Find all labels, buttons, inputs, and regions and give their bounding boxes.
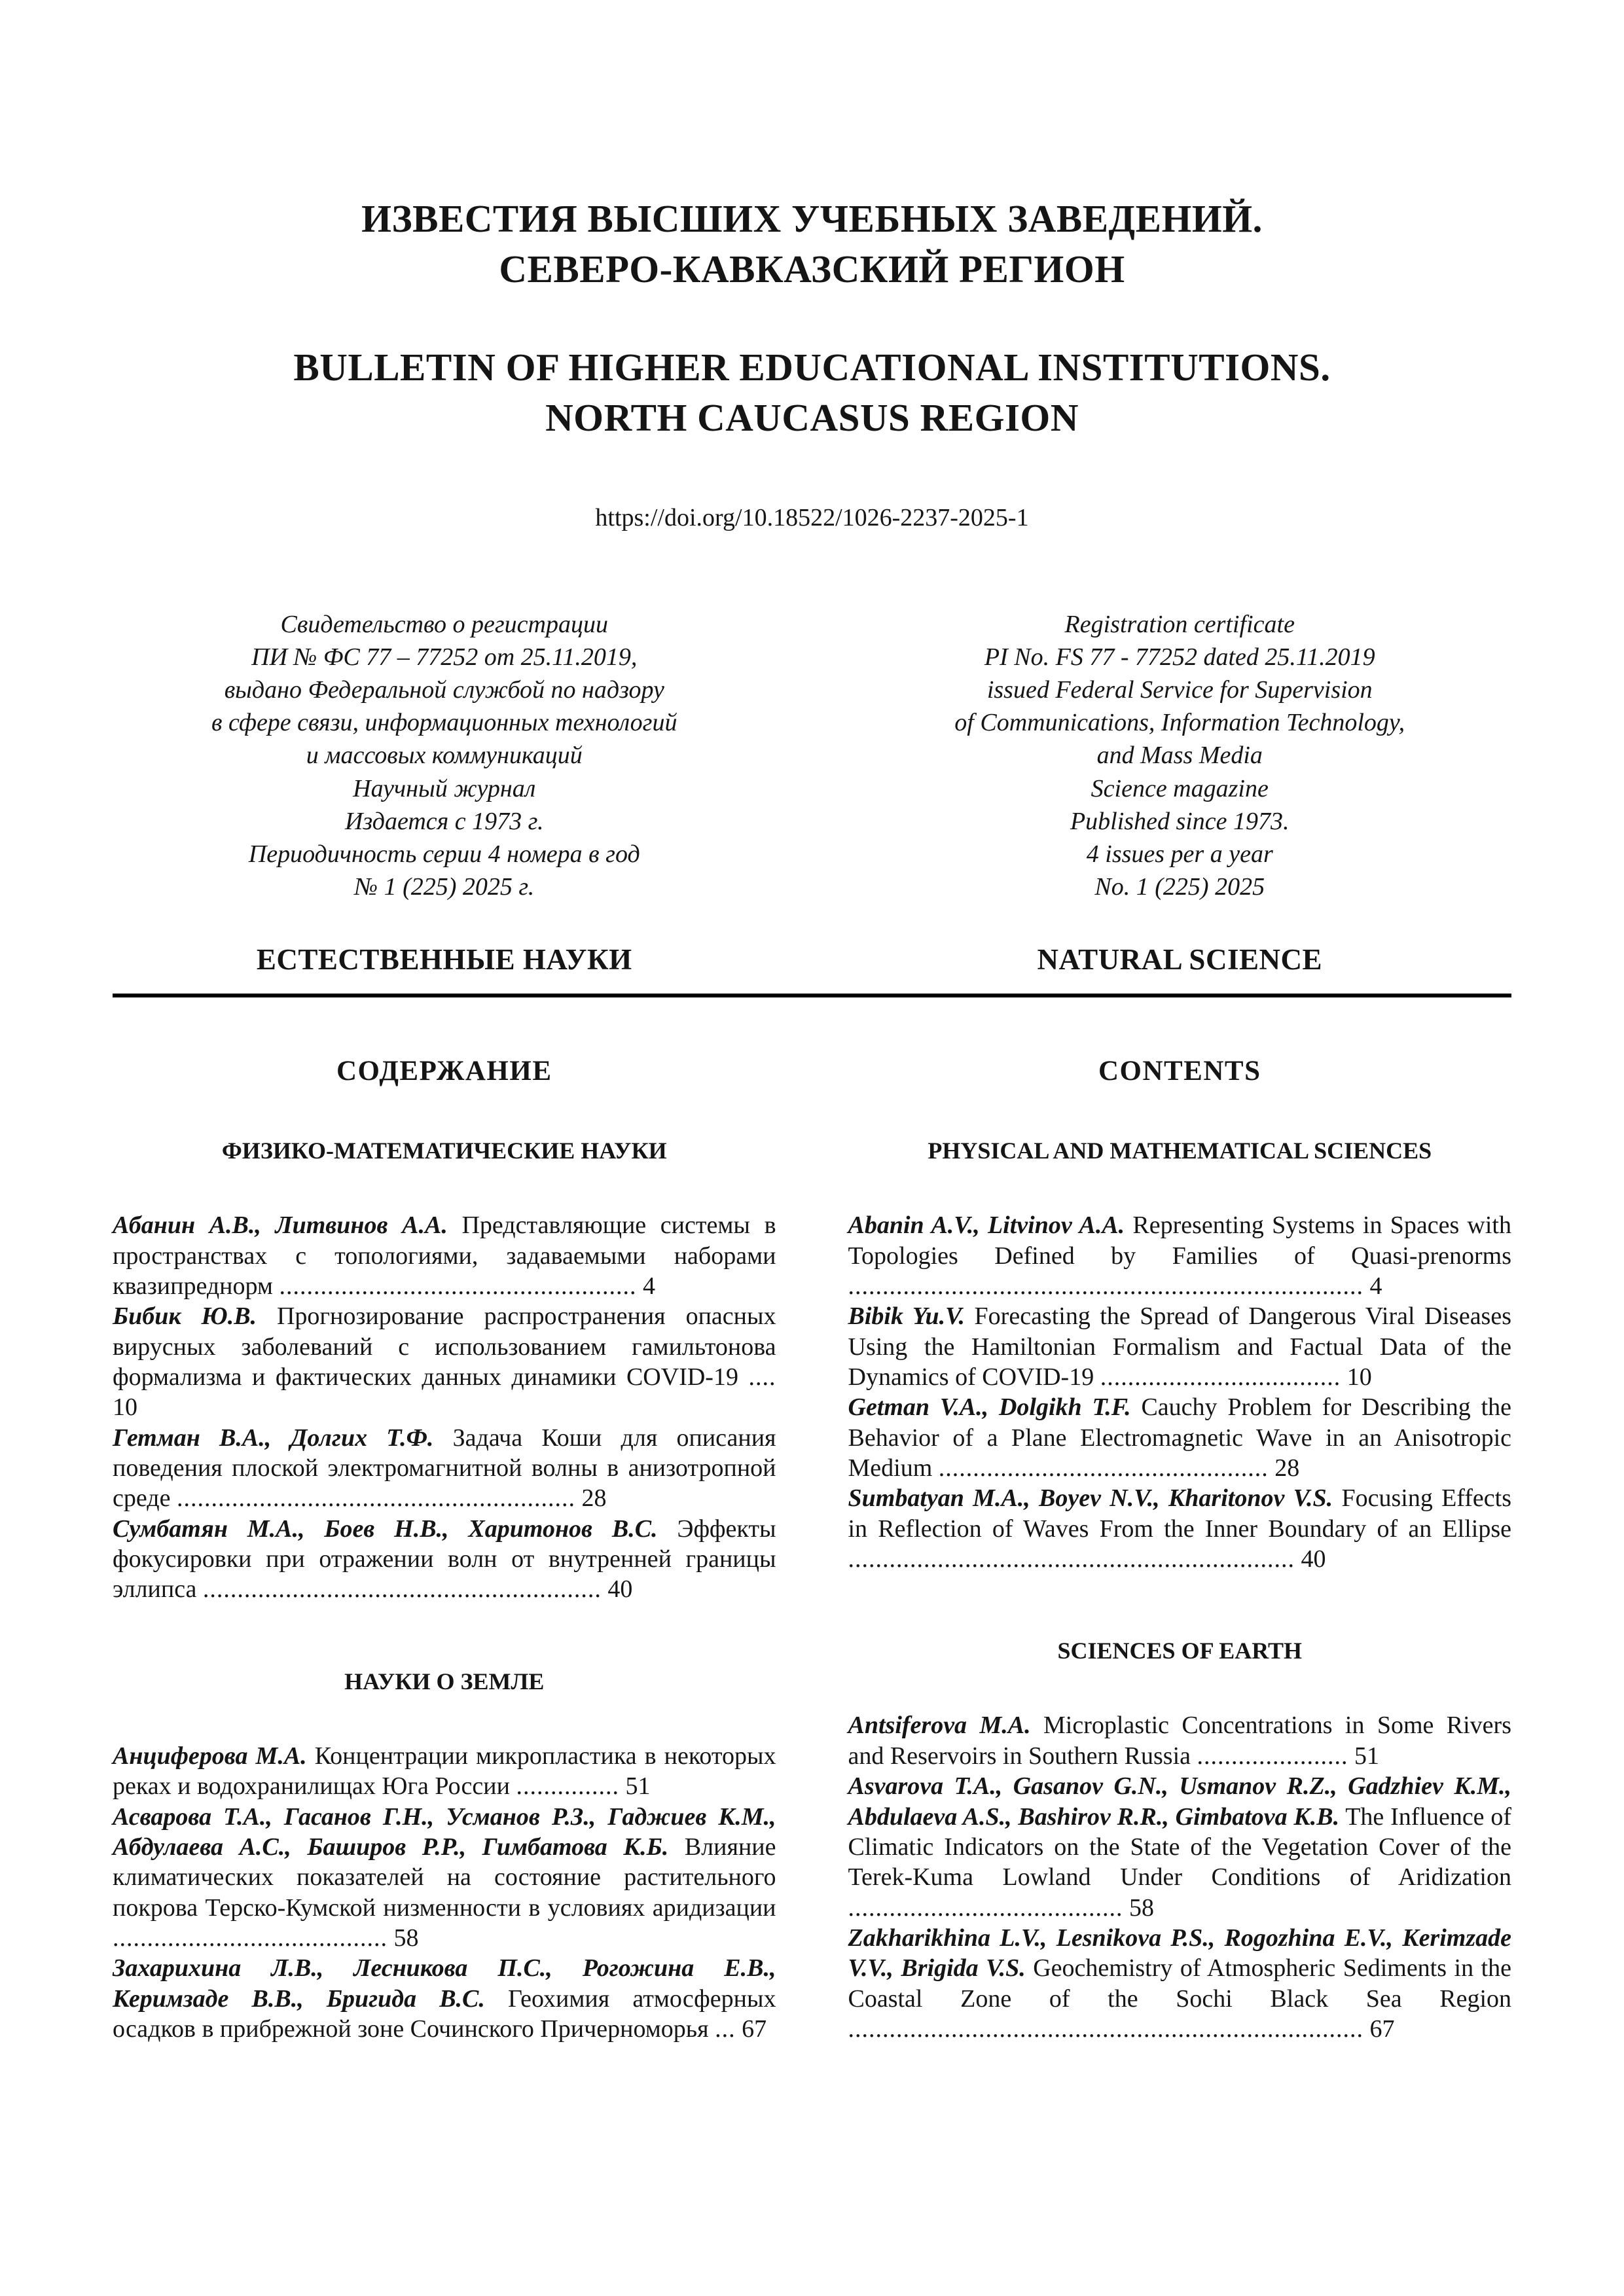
- entry-title: Geochemistry of Atmospheric Sediments in the Coastal Zone of the Sochi Black Sea Region: [848, 1954, 1512, 2013]
- entry-authors: Abanin A.V., Litvinov A.A.: [848, 1211, 1125, 1240]
- journal-title-en-line2: NORTH CAUCASUS REGION: [545, 396, 1079, 440]
- section-heading-earth-ru: НАУКИ О ЗЕМЛЕ: [344, 1668, 545, 1695]
- entry-page-number: 28: [1274, 1454, 1300, 1482]
- toc-entry: [113, 1423, 776, 1514]
- doi-line: [113, 503, 1511, 532]
- entry-page-number: 51: [625, 1772, 651, 1801]
- section-divider-rule: [113, 994, 1511, 997]
- entry-authors: Zakharikhina L.V., Lesnikova P.S., Rogozhina E.V., Kerimzade V.V., Brigida V.S.: [848, 1924, 1511, 1982]
- series-banner: [113, 942, 1511, 977]
- contents-heading-ru: СОДЕРЖАНИЕ: [336, 1056, 552, 1087]
- reg-line: Издается с 1973 г.: [344, 807, 544, 835]
- entry-authors: Бибик Ю.В.: [113, 1302, 257, 1331]
- reg-line: и массовых коммуникаций: [306, 742, 583, 770]
- entry-page-number: 58: [1129, 1893, 1154, 1922]
- entry-page-number: 40: [607, 1575, 633, 1604]
- contents-heading-en: CONTENTS: [1098, 1056, 1261, 1087]
- dot-leader: ...............: [516, 1772, 619, 1801]
- entry-title: Задача Коши для описания поведения плоской электромагнитной волны в анизотропной среде: [113, 1424, 776, 1513]
- series-title-ru: ЕСТЕСТВЕННЫЕ НАУКИ: [256, 943, 632, 977]
- toc-entry: [848, 1710, 1512, 1771]
- section-heading-physmath-en: PHYSICAL AND MATHEMATICAL SCIENCES: [928, 1138, 1432, 1164]
- reg-line: Published since 1973.: [1070, 807, 1290, 835]
- reg-line: No. 1 (225) 2025: [1094, 873, 1265, 901]
- dot-leader: ...........................................................................: [848, 1272, 1363, 1300]
- entry-page-number: 4: [1369, 1272, 1382, 1300]
- dot-leader: ...................................: [1100, 1363, 1341, 1391]
- dot-leader: ....: [748, 1363, 776, 1391]
- dot-leader: ..........................................................: [202, 1575, 602, 1604]
- dot-leader: ........................................: [113, 1924, 388, 1952]
- toc-entry: [113, 1953, 776, 2044]
- toc-entry: [848, 1210, 1512, 1301]
- reg-line: Свидетельство о регистрации: [280, 610, 608, 638]
- entry-title: Forecasting the Spread of Dangerous Viral Diseases Using the Hamiltonian Formalism and Factual Data of the Dynamics of COVID-19: [848, 1302, 1511, 1391]
- reg-line: Science magazine: [1091, 774, 1269, 802]
- reg-line: PI No. FS 77 - 77252 dated 25.11.2019: [984, 643, 1375, 671]
- reg-line: 4 issues per a year: [1086, 840, 1273, 868]
- entry-authors: Antsiferova M.A.: [848, 1712, 1031, 1740]
- entry-title: The Influence of Climatic Indicators on the State of the Vegetation Cover of the Terek-Kuma Lowland Under Conditions of Aridization: [848, 1803, 1511, 1892]
- entry-title: Прогнозирование распространения опасных вирусных заболеваний с использованием гамильтонова формализма и фактических данных динамики COVID-19: [113, 1302, 776, 1391]
- entry-title: Focusing Effects in Reflection of Waves From the Inner Boundary of an Ellipse: [848, 1484, 1511, 1543]
- reg-line: and Mass Media: [1096, 742, 1263, 770]
- reg-line: Научный журнал: [353, 774, 536, 802]
- entry-authors: Bibik Yu.V.: [848, 1302, 965, 1331]
- dot-leader: ...: [715, 2015, 736, 2043]
- entry-page-number: 10: [113, 1393, 137, 1422]
- entry-authors: Sumbatyan M.A., Boyev N.V., Kharitonov V.S.: [848, 1484, 1333, 1513]
- section-heading-physmath-ru: ФИЗИКО-МАТЕМАТИЧЕСКИЕ НАУКИ: [221, 1138, 667, 1164]
- toc-entry: [113, 1514, 776, 1605]
- entry-title: Представляющие системы в пространствах с топологиями, задаваемыми наборами квазипреднорм: [113, 1211, 776, 1300]
- registration-info-en: [848, 608, 1512, 903]
- entry-authors: Getman V.A., Dolgikh T.F.: [848, 1393, 1131, 1422]
- doi-link[interactable]: https://doi.org/10.18522/1026-2237-2025-1: [595, 503, 1029, 531]
- toc-entry: [848, 1923, 1512, 2044]
- entry-authors: Asvarova T.A., Gasanov G.N., Usmanov R.Z., Gadzhiev K.M., Abdulaeva A.S., Bashirov R.R., Gimbatova K.B.: [848, 1772, 1511, 1831]
- journal-title-en-line1: BULLETIN OF HIGHER EDUCATIONAL INSTITUTIONS.: [293, 346, 1331, 389]
- toc-entry: [113, 1802, 776, 1954]
- dot-leader: ...........................................................................: [848, 2015, 1363, 2043]
- contents-column-ru: [113, 1055, 776, 2044]
- entry-title: Концентрации микропластика в некоторых реках и водохранилищах Юга России: [113, 1742, 776, 1801]
- toc-entry: [113, 1210, 776, 1301]
- toc-entry: [848, 1771, 1512, 1923]
- entry-title: Геохимия атмосферных осадков в прибрежной зоне Сочинского Причерноморья: [113, 1984, 776, 2043]
- section-heading-earth-en: SCIENCES OF EARTH: [1057, 1638, 1302, 1664]
- registration-info-ru: [113, 608, 776, 903]
- reg-line: выдано Федеральной службой по надзору: [224, 676, 664, 704]
- toc-entry: [113, 1301, 776, 1422]
- dot-leader: ........................................: [848, 1893, 1123, 1922]
- journal-title-ru: [113, 194, 1511, 294]
- entry-authors: Сумбатян М.А., Боев Н.В., Харитонов В.С.: [113, 1515, 658, 1543]
- reg-line: of Communications, Information Technology,: [954, 709, 1405, 737]
- toc-entry: [113, 1741, 776, 1802]
- registration-block: [113, 608, 1511, 903]
- reg-line: Периодичность серии 4 номера в год: [248, 840, 640, 868]
- entry-authors: Анциферова М.А.: [113, 1742, 307, 1770]
- entry-page-number: 10: [1346, 1363, 1372, 1391]
- journal-title-ru-line2: СЕВЕРО-КАВКАЗСКИЙ РЕГИОН: [499, 247, 1125, 291]
- entry-page-number: 58: [393, 1924, 419, 1952]
- entry-page-number: 4: [642, 1272, 655, 1300]
- table-of-contents: [113, 1055, 1511, 2044]
- entry-title: Влияние климатических показателей на состояние растительного покрова Терско-Кумской низменности в условиях аридизации: [113, 1833, 776, 1922]
- entry-title: Microplastic Concentrations in Some Rivers and Reservoirs in Southern Russia: [848, 1712, 1511, 1770]
- entry-authors: Асварова Т.А., Гасанов Г.Н., Усманов Р.З., Гаджиев К.М., Абдулаева А.С., Баширов Р.Р., Гимбатова К.Б.: [113, 1803, 776, 1861]
- entry-authors: Захарихина Л.В., Лесникова П.С., Рогожина Е.В., Керимзаде В.В., Бригида В.С.: [113, 1954, 776, 2013]
- dot-leader: ....................................................: [279, 1272, 637, 1300]
- entry-title: Representing Systems in Spaces with Topologies Defined by Families of Quasi-prenorms: [848, 1211, 1511, 1270]
- reg-line: issued Federal Service for Supervision: [986, 676, 1373, 704]
- entry-page-number: 28: [581, 1484, 607, 1513]
- entry-page-number: 67: [1369, 2015, 1395, 2043]
- dot-leader: ..........................................................: [176, 1484, 575, 1513]
- toc-entry: [848, 1392, 1512, 1483]
- reg-line: в сфере связи, информационных технологий: [211, 709, 677, 737]
- series-title-en: NATURAL SCIENCE: [1037, 943, 1322, 977]
- entry-authors: Гетман В.А., Долгих Т.Ф.: [113, 1424, 434, 1452]
- reg-line: ПИ № ФС 77 – 77252 от 25.11.2019,: [251, 643, 638, 671]
- journal-title-en: [113, 342, 1511, 442]
- toc-entry: [848, 1483, 1512, 1574]
- entry-page-number: 40: [1301, 1545, 1326, 1573]
- dot-leader: ................................................: [938, 1454, 1269, 1482]
- reg-line: Registration certificate: [1064, 610, 1295, 638]
- entry-title: Эффекты фокусировки при отражении волн от внутренней границы эллипса: [113, 1515, 776, 1604]
- journal-title-ru-line1: ИЗВЕСТИЯ ВЫСШИХ УЧЕБНЫХ ЗАВЕДЕНИЙ.: [361, 197, 1263, 240]
- dot-leader: .................................................................: [848, 1545, 1295, 1573]
- toc-entry: [848, 1301, 1512, 1392]
- dot-leader: ......................: [1197, 1742, 1348, 1770]
- entry-authors: Абанин А.В., Литвинов А.А.: [113, 1211, 448, 1240]
- entry-page-number: 67: [742, 2015, 767, 2043]
- contents-column-en: [848, 1055, 1512, 2044]
- entry-page-number: 51: [1354, 1742, 1380, 1770]
- reg-line: № 1 (225) 2025 г.: [354, 873, 535, 901]
- entry-title: Cauchy Problem for Describing the Behavior of a Plane Electromagnetic Wave in an Anisotropic Medium: [848, 1393, 1511, 1482]
